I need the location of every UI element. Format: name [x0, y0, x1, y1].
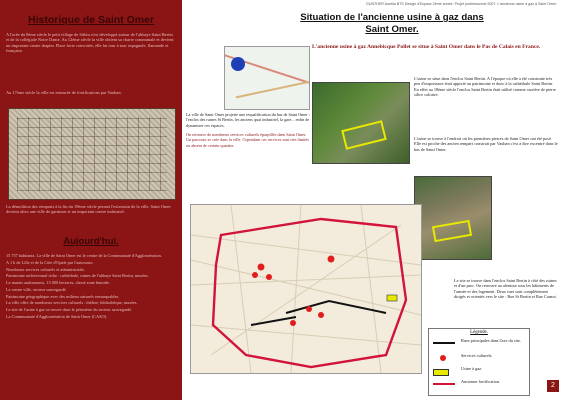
history-panel — [0, 0, 182, 400]
region-map — [224, 46, 310, 110]
enclos-text: L'usine se situe dans l'enclos Saint Bertin. A l'époque où elle a été construite très peu d'importance était apporté au patrimoine et donc à la cathédrale Saint Bertin. En effet au 18ème siècle l'enclos Saint Bertin était utilisé comme carrière de pierre silice calcaire. — [414, 76, 557, 97]
history-para-1: A l'orée du 8ème siècle le petit village de Sithiu s'est développé autour de l'abbaye Saint Bertin et de la collégiale Notre Dame. Au 12ème siècle la ville obtient sa charte communale et devient un important centre drapier. Place forte convoitée, elle fut tour à tour espagnole, flamande et française. — [6, 32, 174, 54]
legend-item: Usine à gaz. — [433, 366, 529, 376]
old-town-engraving — [8, 108, 176, 200]
today-item: A 1 h de Lille et de la Côte d'Opale par l'autoroute. — [6, 259, 94, 265]
location-text: L'usine se trouve à l'endroit où les premières pierres de Saint Omer ont été posé. Elle est proche des ancien rempart construit par Vauban c'est à dire excentré dans le bas de Saint Omer. — [414, 136, 558, 152]
today-item: Patrimoine géographique avec des milieux naturels remarquables. — [6, 293, 120, 299]
site-highlight-closeup — [432, 220, 472, 242]
map-caption: La ville de Saint Omer projette une requalification du bas de Saint Omer : l'enclos des ruines St Bertin, les anciens quai industriel, la gare... enfin de dynamiser ces espaces. — [186, 112, 310, 128]
situation-panel — [182, 0, 565, 400]
intro-text: L'ancienne usine à gaz Annebicque Pollet se situe à Saint Omer dans le Pas de Calais en France. — [312, 44, 541, 50]
today-item: La Communauté d'Agglomération de Saint Omer (CASO). — [6, 314, 108, 320]
today-item: Le marais audomarois, 13 000 hectares, classé zone humide. — [6, 280, 110, 286]
cultural-dot-icon — [433, 356, 455, 360]
legend-item: Services culturels. — [433, 353, 529, 363]
gas-factory-icon — [433, 369, 449, 376]
fortification-line-icon — [433, 383, 455, 385]
map-legend — [428, 328, 530, 396]
today-item: Le site de l'usine à gaz se trouve dans le périmètre du secteur sauvegardé. — [6, 307, 133, 313]
page-header: GUNTHER Aurélia BTS Design d'Espace 2ème année. Projet professionnel 2007. L'ancienne usine à gaz à Saint Omer. — [366, 2, 557, 6]
legend-title: Légende. — [470, 330, 488, 335]
history-title: Historique de Saint Omer — [27, 14, 155, 26]
town-map — [190, 204, 422, 374]
page-number: 2 — [547, 380, 559, 392]
today-list — [6, 253, 178, 321]
town-marker-icon — [231, 57, 245, 71]
today-item: Nombreux services culturels et administratifs. — [6, 266, 86, 272]
today-item: 15 757 habitants. La ville de Saint Omer est le centre de la Communauté d'Agglomération. — [6, 253, 162, 258]
today-item: Patrimoine architectural riche : cathédrale, ruines de l'abbaye Saint Bertin, musées. — [6, 273, 149, 279]
legend-item: Ancienne fortification. — [433, 379, 529, 389]
services-caption: On retrouve de nombreux services culturels éparpillés dans Saint Omer. Un parcours se crée dans la ville. Cependant ces services sont très limités ou absent de certain quartier. — [186, 132, 309, 148]
aerial-photo-site — [312, 82, 410, 164]
page-title: Situation de l'ancienne usine à gaz dans Saint Omer. — [300, 12, 484, 35]
site-highlight — [341, 120, 387, 150]
aerial-photo-closeup — [414, 176, 492, 260]
today-item: Le centre ville, secteur sauvegardé. — [6, 286, 67, 292]
legend-item: Rues principales dans l'axe du site. — [433, 338, 529, 348]
history-para-3: La démolition des remparts à la fin du 19ème siècle permet l'extension de la ville. Saint Omer devient alors une ville de garnison et un important centre industriel. — [6, 204, 171, 215]
today-item: La ville offre de nombreux services culturels : théâtre, bibliothèque, musées. — [6, 300, 138, 306]
site-description: Le site se trouve dans l'enclos Saint Bertin à côté des ruines et d'un parc. On retrouve au alentour tous les bâtiments de l'armée et des logement. Deux rues sont complètement dirigés et orientés vers le site : Rue St Bertin et Rue Carnot. — [454, 278, 557, 300]
today-title: Aujourd'hui. — [63, 236, 119, 247]
history-para-2: Au 17ème siècle la ville est entourée de fortifications par Vauban. — [6, 90, 122, 95]
town-map-drawing — [191, 205, 421, 373]
street-line-icon — [433, 342, 455, 344]
gas-factory-marker — [387, 295, 397, 301]
